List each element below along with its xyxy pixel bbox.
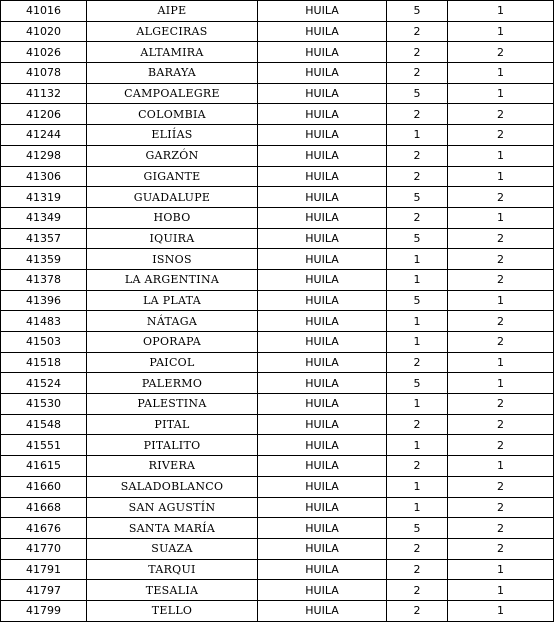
- municipality-code-cell: 41244: [1, 125, 87, 146]
- table-body: [1, 1, 554, 622]
- value-a-cell: 2: [387, 559, 448, 580]
- municipality-code-cell: 41306: [1, 166, 87, 187]
- value-b-cell: 1: [448, 83, 554, 104]
- municipality-code-cell: 41548: [1, 414, 87, 435]
- municipality-code-cell: 41676: [1, 518, 87, 539]
- table-row: [1, 352, 554, 373]
- value-b-cell: 1: [448, 352, 554, 373]
- value-a-cell: 5: [387, 228, 448, 249]
- value-b-cell: 2: [448, 332, 554, 353]
- department-cell: HUILA: [258, 21, 387, 42]
- table-row: [1, 497, 554, 518]
- value-a-cell: 2: [387, 414, 448, 435]
- value-b-cell: 2: [448, 518, 554, 539]
- department-cell: HUILA: [258, 559, 387, 580]
- value-b-cell: 1: [448, 145, 554, 166]
- municipality-code-cell: 41483: [1, 311, 87, 332]
- value-a-cell: 2: [387, 166, 448, 187]
- municipality-name-cell: CAMPOALEGRE: [87, 83, 258, 104]
- department-cell: HUILA: [258, 497, 387, 518]
- value-a-cell: 5: [387, 373, 448, 394]
- municipality-code-cell: 41791: [1, 559, 87, 580]
- municipality-name-cell: NÁTAGA: [87, 311, 258, 332]
- value-b-cell: 2: [448, 538, 554, 559]
- municipality-name-cell: IQUIRA: [87, 228, 258, 249]
- municipality-name-cell: PAICOL: [87, 352, 258, 373]
- municipality-code-cell: 41551: [1, 435, 87, 456]
- municipality-code-cell: 41518: [1, 352, 87, 373]
- department-cell: HUILA: [258, 538, 387, 559]
- municipality-name-cell: SANTA MARÍA: [87, 518, 258, 539]
- municipality-name-cell: SAN AGUSTÍN: [87, 497, 258, 518]
- department-cell: HUILA: [258, 207, 387, 228]
- value-a-cell: 1: [387, 435, 448, 456]
- municipality-name-cell: PALERMO: [87, 373, 258, 394]
- municipality-code-cell: 41349: [1, 207, 87, 228]
- table-row: [1, 518, 554, 539]
- value-a-cell: 2: [387, 600, 448, 621]
- value-b-cell: 2: [448, 249, 554, 270]
- municipality-code-cell: 41615: [1, 456, 87, 477]
- value-b-cell: 1: [448, 290, 554, 311]
- department-cell: HUILA: [258, 269, 387, 290]
- municipality-name-cell: SUAZA: [87, 538, 258, 559]
- table-row: [1, 373, 554, 394]
- table-row: [1, 600, 554, 621]
- value-b-cell: 2: [448, 394, 554, 415]
- department-cell: HUILA: [258, 290, 387, 311]
- municipality-code-cell: 41797: [1, 580, 87, 601]
- value-b-cell: 1: [448, 166, 554, 187]
- municipality-code-cell: 41132: [1, 83, 87, 104]
- value-b-cell: 2: [448, 187, 554, 208]
- department-cell: HUILA: [258, 456, 387, 477]
- department-cell: HUILA: [258, 476, 387, 497]
- municipality-name-cell: BARAYA: [87, 63, 258, 84]
- table-row: [1, 311, 554, 332]
- value-a-cell: 1: [387, 476, 448, 497]
- value-a-cell: 2: [387, 145, 448, 166]
- table-row: [1, 249, 554, 270]
- table-row: [1, 104, 554, 125]
- department-cell: HUILA: [258, 125, 387, 146]
- value-b-cell: 2: [448, 497, 554, 518]
- value-b-cell: 1: [448, 21, 554, 42]
- department-cell: HUILA: [258, 228, 387, 249]
- municipality-name-cell: SALADOBLANCO: [87, 476, 258, 497]
- municipality-code-cell: 41026: [1, 42, 87, 63]
- department-cell: HUILA: [258, 249, 387, 270]
- table-row: [1, 1, 554, 22]
- municipality-name-cell: ELIÍAS: [87, 125, 258, 146]
- value-b-cell: 1: [448, 580, 554, 601]
- municipality-code-cell: 41020: [1, 21, 87, 42]
- department-cell: HUILA: [258, 373, 387, 394]
- municipality-code-cell: 41660: [1, 476, 87, 497]
- value-b-cell: 2: [448, 311, 554, 332]
- municipality-name-cell: TARQUI: [87, 559, 258, 580]
- value-b-cell: 1: [448, 559, 554, 580]
- value-a-cell: 2: [387, 63, 448, 84]
- value-b-cell: 2: [448, 125, 554, 146]
- value-a-cell: 5: [387, 290, 448, 311]
- value-a-cell: 1: [387, 332, 448, 353]
- municipality-name-cell: TELLO: [87, 600, 258, 621]
- value-b-cell: 1: [448, 207, 554, 228]
- value-a-cell: 2: [387, 580, 448, 601]
- table-row: [1, 538, 554, 559]
- value-b-cell: 1: [448, 456, 554, 477]
- department-cell: HUILA: [258, 311, 387, 332]
- value-a-cell: 1: [387, 249, 448, 270]
- municipality-code-cell: 41524: [1, 373, 87, 394]
- value-a-cell: 2: [387, 42, 448, 63]
- municipality-code-cell: 41530: [1, 394, 87, 415]
- value-a-cell: 1: [387, 311, 448, 332]
- table-row: [1, 21, 554, 42]
- value-b-cell: 2: [448, 228, 554, 249]
- municipality-name-cell: COLOMBIA: [87, 104, 258, 125]
- department-cell: HUILA: [258, 518, 387, 539]
- municipality-name-cell: ALGECIRAS: [87, 21, 258, 42]
- municipality-code-cell: 41770: [1, 538, 87, 559]
- value-a-cell: 5: [387, 1, 448, 22]
- department-cell: HUILA: [258, 187, 387, 208]
- municipality-code-cell: 41668: [1, 497, 87, 518]
- table-row: [1, 125, 554, 146]
- table-row: [1, 580, 554, 601]
- value-b-cell: 1: [448, 1, 554, 22]
- municipality-name-cell: HOBO: [87, 207, 258, 228]
- department-cell: HUILA: [258, 332, 387, 353]
- department-cell: HUILA: [258, 580, 387, 601]
- value-a-cell: 1: [387, 497, 448, 518]
- value-a-cell: 1: [387, 394, 448, 415]
- municipality-code-cell: 41319: [1, 187, 87, 208]
- table-row: [1, 83, 554, 104]
- table-row: [1, 207, 554, 228]
- value-a-cell: 5: [387, 187, 448, 208]
- value-a-cell: 2: [387, 21, 448, 42]
- value-b-cell: 1: [448, 373, 554, 394]
- municipality-name-cell: LA ARGENTINA: [87, 269, 258, 290]
- municipality-code-cell: 41359: [1, 249, 87, 270]
- value-a-cell: 5: [387, 518, 448, 539]
- municipality-code-cell: 41016: [1, 1, 87, 22]
- value-a-cell: 2: [387, 538, 448, 559]
- municipality-name-cell: PALESTINA: [87, 394, 258, 415]
- table-row: [1, 269, 554, 290]
- value-a-cell: 2: [387, 104, 448, 125]
- value-a-cell: 2: [387, 207, 448, 228]
- table-row: [1, 435, 554, 456]
- value-b-cell: 2: [448, 104, 554, 125]
- table-row: [1, 332, 554, 353]
- department-cell: HUILA: [258, 145, 387, 166]
- department-cell: HUILA: [258, 42, 387, 63]
- municipality-code-cell: 41799: [1, 600, 87, 621]
- department-cell: HUILA: [258, 414, 387, 435]
- value-a-cell: 1: [387, 125, 448, 146]
- municipality-name-cell: OPORAPA: [87, 332, 258, 353]
- municipality-name-cell: ISNOS: [87, 249, 258, 270]
- value-b-cell: 2: [448, 269, 554, 290]
- department-cell: HUILA: [258, 1, 387, 22]
- value-a-cell: 5: [387, 83, 448, 104]
- table-row: [1, 476, 554, 497]
- value-a-cell: 2: [387, 352, 448, 373]
- municipality-name-cell: GIGANTE: [87, 166, 258, 187]
- value-b-cell: 2: [448, 42, 554, 63]
- table-row: [1, 166, 554, 187]
- department-cell: HUILA: [258, 352, 387, 373]
- municipality-code-cell: 41206: [1, 104, 87, 125]
- municipality-code-cell: 41078: [1, 63, 87, 84]
- municipality-name-cell: RIVERA: [87, 456, 258, 477]
- table-row: [1, 414, 554, 435]
- value-a-cell: 1: [387, 269, 448, 290]
- municipality-code-cell: 41378: [1, 269, 87, 290]
- municipality-name-cell: TESALIA: [87, 580, 258, 601]
- department-cell: HUILA: [258, 104, 387, 125]
- table-row: [1, 187, 554, 208]
- value-b-cell: 1: [448, 600, 554, 621]
- value-b-cell: 2: [448, 476, 554, 497]
- municipality-name-cell: GARZÓN: [87, 145, 258, 166]
- municipality-code-cell: 41503: [1, 332, 87, 353]
- value-b-cell: 2: [448, 435, 554, 456]
- department-cell: HUILA: [258, 83, 387, 104]
- municipality-name-cell: ALTAMIRA: [87, 42, 258, 63]
- municipality-name-cell: GUADALUPE: [87, 187, 258, 208]
- municipality-code-cell: 41298: [1, 145, 87, 166]
- value-b-cell: 2: [448, 414, 554, 435]
- table-row: [1, 456, 554, 477]
- table-row: [1, 228, 554, 249]
- table-row: [1, 63, 554, 84]
- table-row: [1, 559, 554, 580]
- value-a-cell: 2: [387, 456, 448, 477]
- municipality-name-cell: PITAL: [87, 414, 258, 435]
- table-row: [1, 394, 554, 415]
- department-cell: HUILA: [258, 166, 387, 187]
- municipality-code-cell: 41357: [1, 228, 87, 249]
- department-cell: HUILA: [258, 63, 387, 84]
- department-cell: HUILA: [258, 600, 387, 621]
- value-b-cell: 1: [448, 63, 554, 84]
- table-row: [1, 290, 554, 311]
- table-row: [1, 42, 554, 63]
- table-row: [1, 145, 554, 166]
- municipality-code-cell: 41396: [1, 290, 87, 311]
- department-cell: HUILA: [258, 394, 387, 415]
- municipality-name-cell: LA PLATA: [87, 290, 258, 311]
- department-cell: HUILA: [258, 435, 387, 456]
- municipality-name-cell: PITALITO: [87, 435, 258, 456]
- municipality-name-cell: AIPE: [87, 1, 258, 22]
